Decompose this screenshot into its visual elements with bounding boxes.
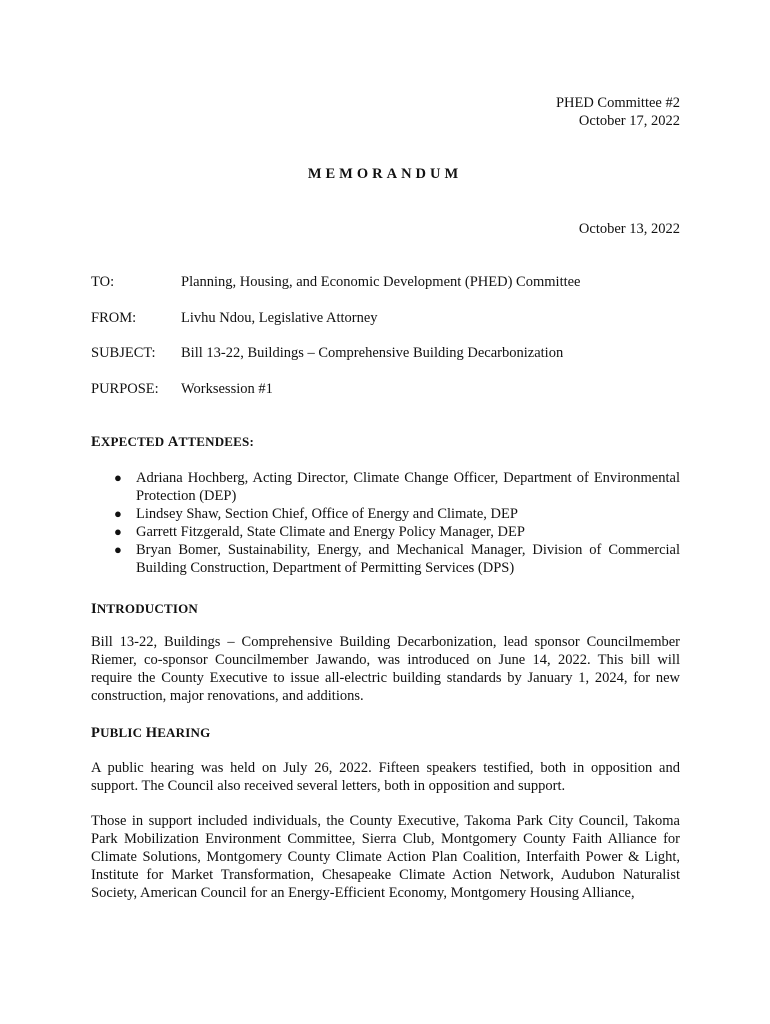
to-label: TO: [91,274,115,290]
to-value: Planning, Housing, and Economic Development (PHED) Committee [181,274,581,290]
meeting-date: October 17, 2022 [578,113,680,129]
attendees-heading: EXPECTED ATTENDEES: [91,434,255,450]
purpose-value: Worksession #1 [181,381,273,397]
list-item: ● Adriana Hochberg, Acting Director, Climate Change Officer, Department of Environmental Protection (DEP) [114,470,680,504]
memo-title: MEMORANDUM [307,166,463,182]
attendees-list [91,469,680,577]
list-item: ● Bryan Bomer, Sustainability, Energy, and Mechanical Manager, Division of Commercial Building Construction, Department of Permitting Services (DPS) [114,542,680,576]
memo-date: October 13, 2022 [578,221,680,237]
bullet-icon: ● [114,542,122,557]
subject-value: Bill 13-22, Buildings – Comprehensive Building Decarbonization [181,345,564,361]
introduction-heading: INTRODUCTION [91,601,198,617]
bullet-icon: ● [114,506,122,521]
public-hearing-text-1: A public hearing was held on July 26, 2022. Fifteen speakers testified, both in opposition and support. The Council also received several letters, both in opposition and support. [91,760,680,794]
from-label: FROM: [91,310,137,326]
public-hearing-heading: PUBLIC HEARING [91,725,211,741]
bullet-icon: ● [114,470,122,485]
subject-label: SUBJECT: [91,345,156,361]
public-hearing-text-2: Those in support included individuals, the County Executive, Takoma Park City Council, Takoma Park Mobilization Environment Committee, Sierra Club, Montgomery County Faith Alliance for Climate Solutions, Montgomery County Climate Action Plan Coalition, Interfaith Power & Light, Institute for Market Transformation, Chesapeake Climate Action Network, Audubon Naturalist Society, American Council for an Energy-Efficient Economy, Montgomery Housing Alliance, [91,813,680,901]
purpose-label: PURPOSE: [91,381,159,397]
list-item: ● Garrett Fitzgerald, State Climate and Energy Policy Manager, DEP [114,524,525,540]
committee-label: PHED Committee #2 [555,95,680,111]
introduction-text: Bill 13-22, Buildings – Comprehensive Building Decarbonization, lead sponsor Councilmember Riemer, co-sponsor Councilmember Jawando, was introduced on June 14, 2022. This bill will require the County Executive to issue all-electric building standards by January 1, 2024, for new construction, major renovations, and additions. [91,634,680,704]
list-item: ● Lindsey Shaw, Section Chief, Office of Energy and Climate, DEP [114,506,518,522]
bullet-icon: ● [114,524,122,539]
from-value: Livhu Ndou, Legislative Attorney [181,310,378,326]
